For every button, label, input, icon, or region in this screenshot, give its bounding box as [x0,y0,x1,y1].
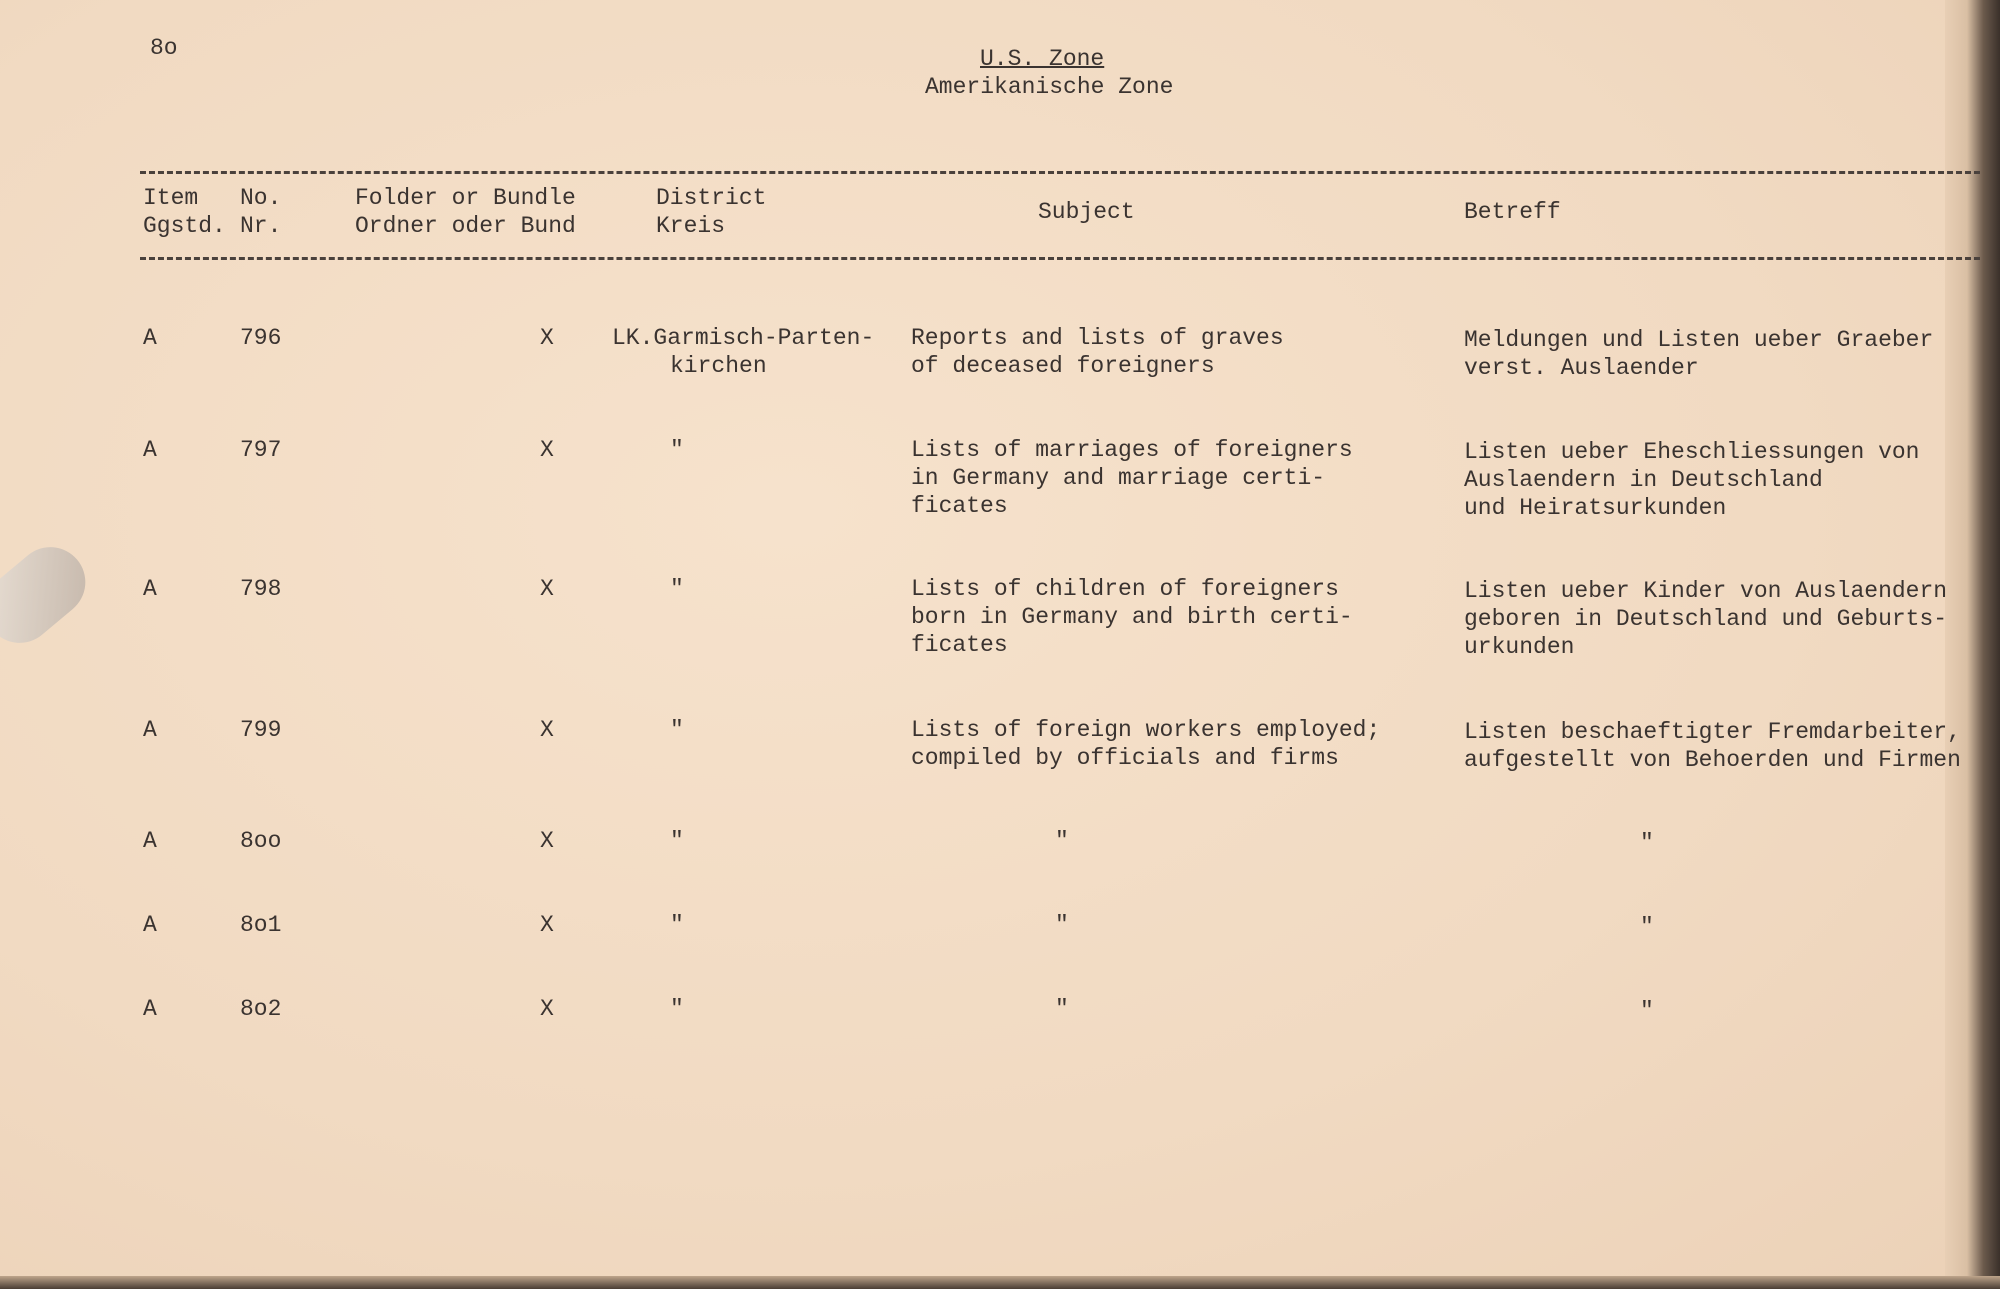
header-item-de: Ggstd. [143,213,226,239]
cell-folder: X [540,717,554,743]
cell-folder: X [540,437,554,463]
header-no-de: Nr. [240,213,282,239]
cell-no: 8oo [240,828,282,854]
cell-item: A [143,576,157,602]
header-folder-de: Ordner oder Bund [355,213,576,239]
header-district: District [656,185,767,211]
page-subtitle: Amerikanische Zone [925,74,1174,100]
cell-item: A [143,828,157,854]
cell-betreff: " [1640,998,1654,1024]
cell-betreff: Listen ueber Kinder von Auslaendern [1464,578,1948,604]
cell-betreff: verst. Auslaender [1464,355,1699,381]
cell-subject: Lists of marriages of foreigners [911,437,1353,463]
cell-betreff: Meldungen und Listen ueber Graeber [1464,327,1934,353]
cell-district: " [670,912,684,938]
cell-no: 797 [240,437,282,463]
cell-subject: compiled by officials and firms [911,745,1339,771]
cell-district: " [670,437,684,463]
cell-no: 8o1 [240,912,282,938]
cell-subject: in Germany and marriage certi- [911,465,1326,491]
cell-subject: " [1055,828,1069,854]
cell-district: " [670,828,684,854]
cell-item: A [143,717,157,743]
cell-subject: Lists of children of foreigners [911,576,1339,602]
cell-betreff: Auslaendern in Deutschland [1464,467,1823,493]
cell-folder: X [540,576,554,602]
cell-district: " [670,717,684,743]
cell-betreff: Listen beschaeftigter Fremdarbeiter, [1464,719,1961,745]
page-edge-bottom [0,1276,2000,1289]
page-title: U.S. Zone [980,46,1105,72]
cell-folder: X [540,912,554,938]
cell-subject: ficates [911,493,1008,519]
cell-folder: X [540,325,554,351]
divider [140,171,1980,174]
header-betreff: Betreff [1464,199,1561,225]
cell-subject: of deceased foreigners [911,353,1215,379]
cell-item: A [143,437,157,463]
cell-no: 796 [240,325,282,351]
header-item: Item [143,185,199,211]
cell-betreff: " [1640,830,1654,856]
cell-betreff: Listen ueber Eheschliessungen von [1464,439,1920,465]
cell-betreff: " [1640,914,1654,940]
cell-subject: ficates [911,632,1008,658]
page-edge [1945,0,2000,1289]
page-number: 8o [150,35,178,61]
cell-subject: Lists of foreign workers employed; [911,717,1381,743]
cell-subject: " [1055,996,1069,1022]
cell-betreff: geboren in Deutschland und Geburts- [1464,606,1948,632]
cell-betreff: urkunden [1464,634,1575,660]
header-district-de: Kreis [656,213,726,239]
cell-no: 798 [240,576,282,602]
cell-folder: X [540,996,554,1022]
cell-item: A [143,996,157,1022]
header-no: No. [240,185,282,211]
cell-district: LK.Garmisch-Parten- [612,325,875,351]
cell-no: 8o2 [240,996,282,1022]
divider [140,257,1980,260]
cell-district: kirchen [670,353,767,379]
cell-item: A [143,912,157,938]
cell-folder: X [540,828,554,854]
cell-district: " [670,996,684,1022]
cell-subject: Reports and lists of graves [911,325,1284,351]
cell-betreff: und Heiratsurkunden [1464,495,1727,521]
cell-district: " [670,576,684,602]
cell-subject: " [1055,912,1069,938]
cell-betreff: aufgestellt von Behoerden und Firmen [1464,747,1961,773]
header-folder: Folder or Bundle [355,185,576,211]
cell-no: 799 [240,717,282,743]
cell-subject: born in Germany and birth certi- [911,604,1353,630]
header-subject: Subject [1038,199,1135,225]
cell-item: A [143,325,157,351]
